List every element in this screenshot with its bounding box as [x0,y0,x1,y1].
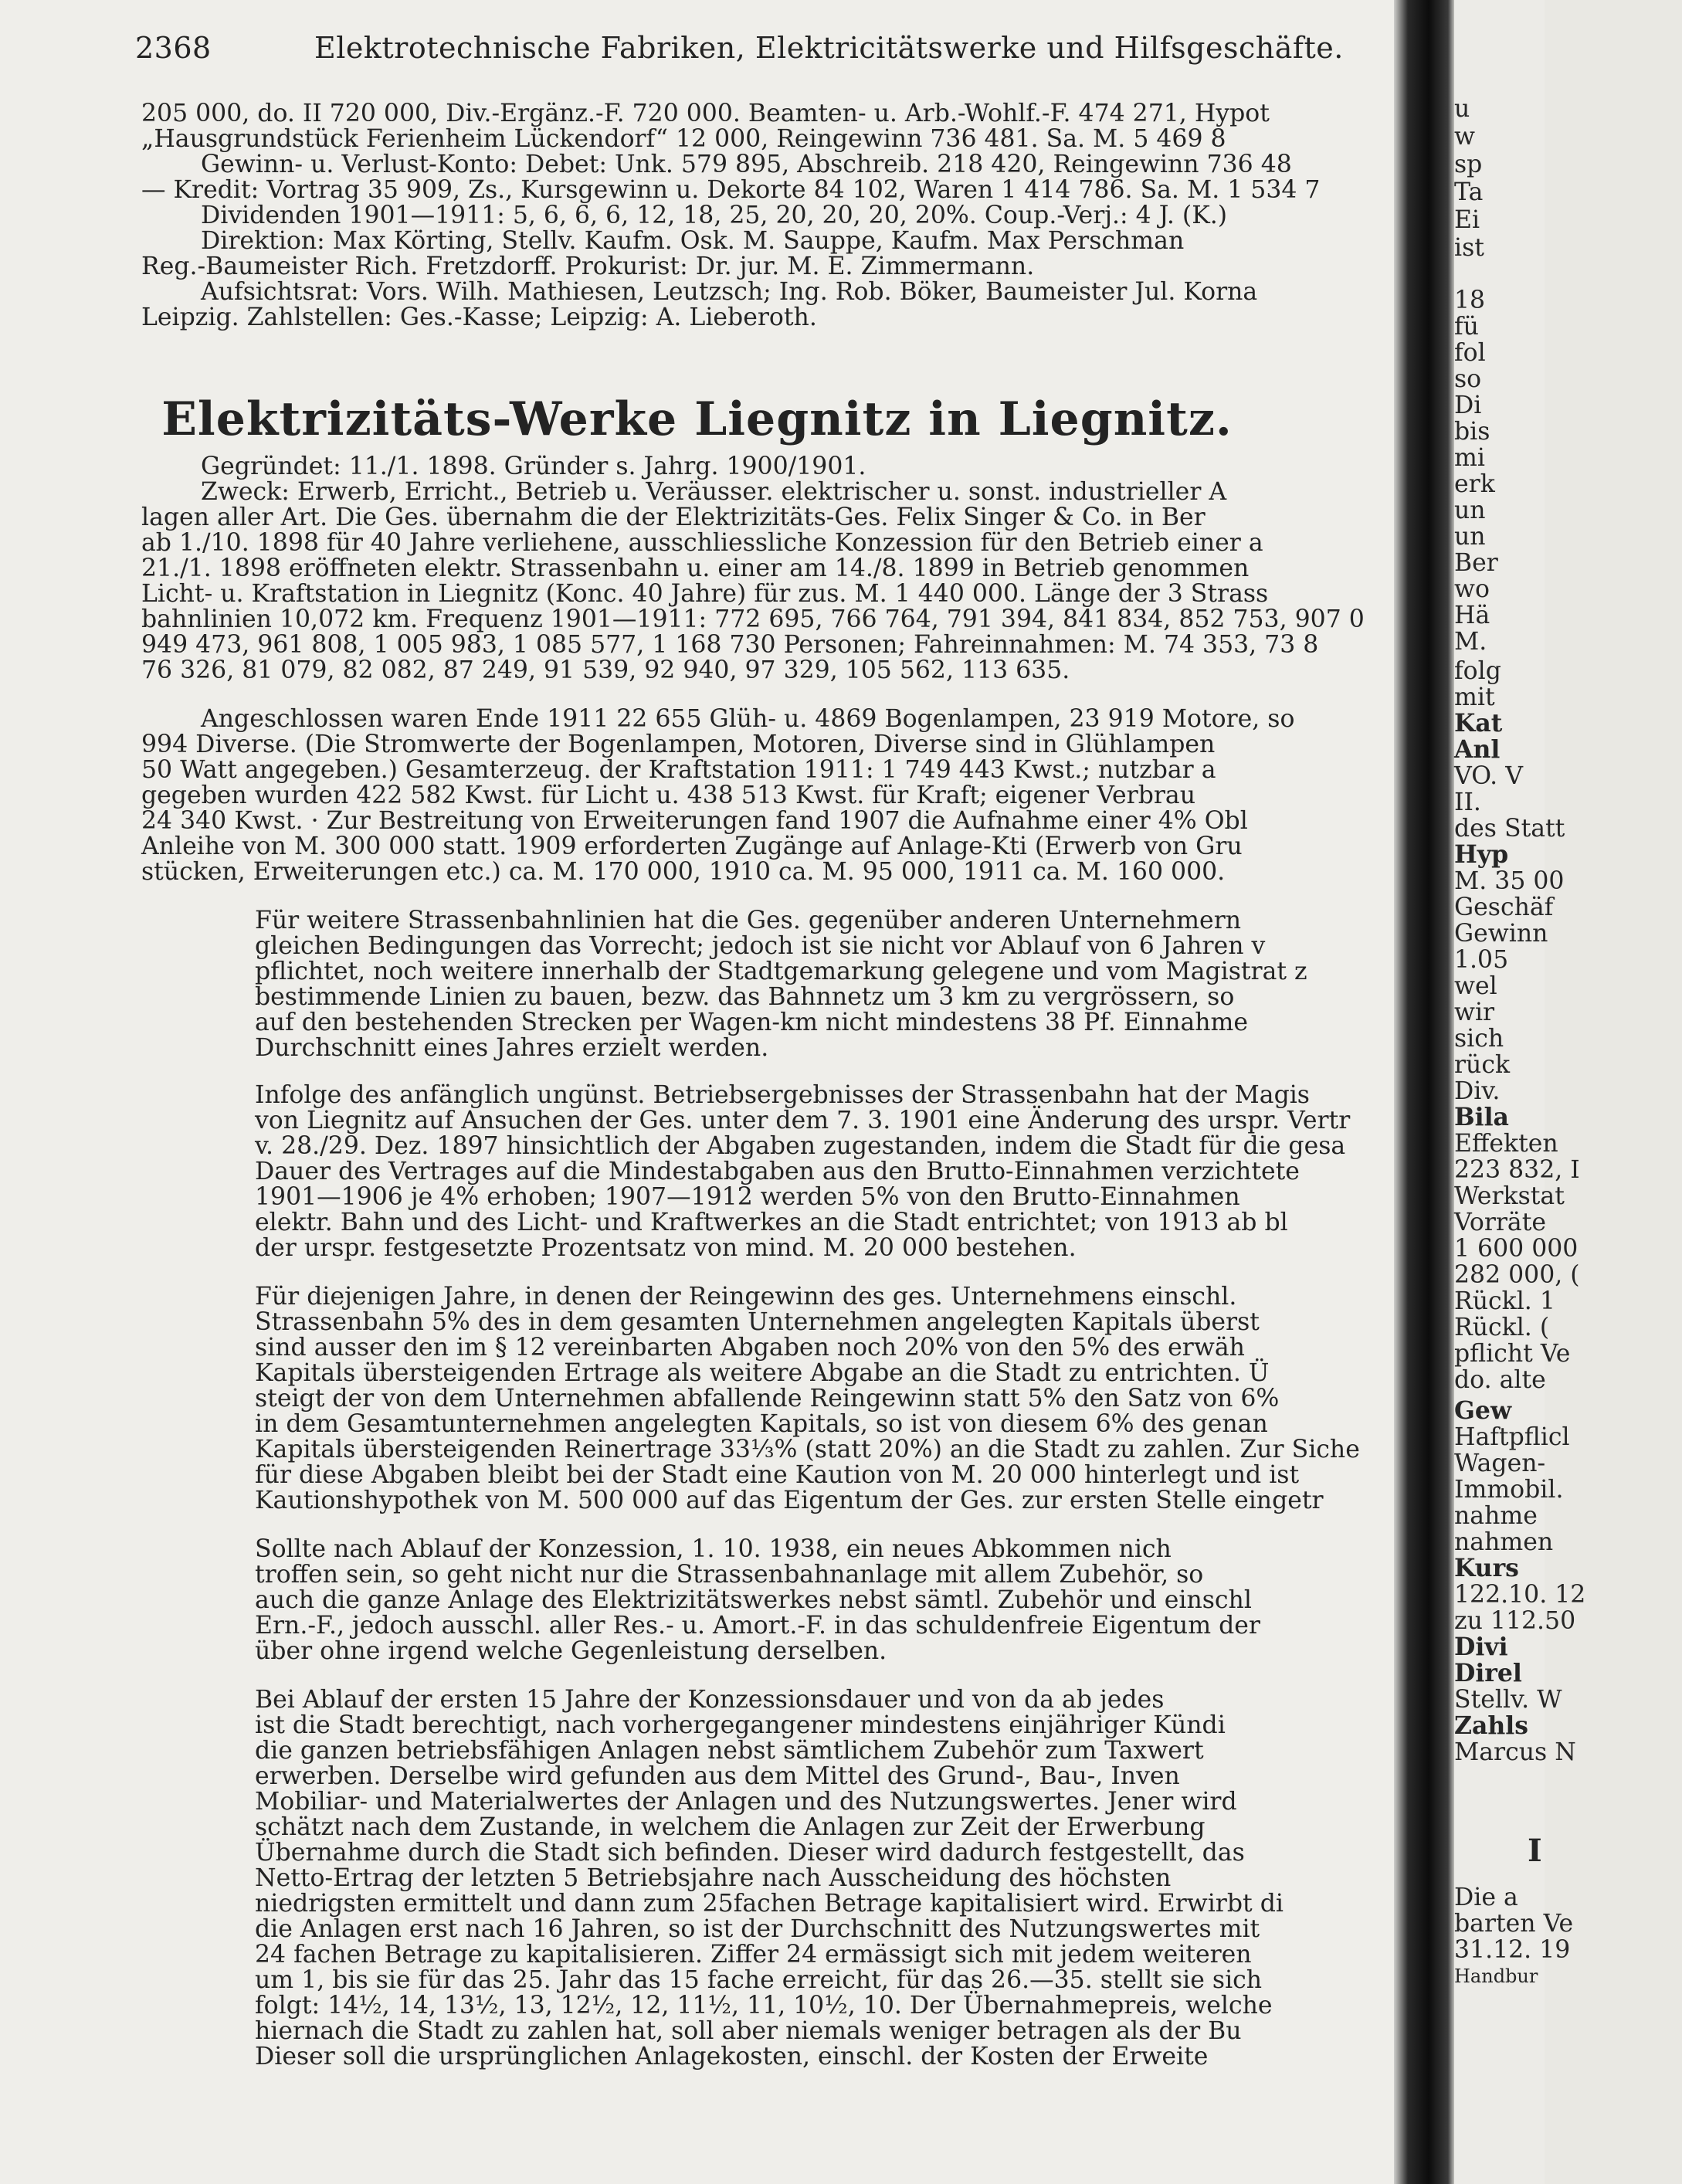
entry-line: Netto-Ertrag der letzten 5 Betriebsjahre nach Ausscheidung des höchsten [255,1864,1172,1892]
entry-line: erwerben. Derselbe wird gefunden aus dem Mittel des Grund-, Bau-, Inven [255,1762,1180,1790]
prev-line: Aufsichtsrat: Vors. Wilh. Mathiesen, Leutzsch; Ing. Rob. Böker, Baumeister Jul. Korna [201,278,1258,306]
right-line: Haftpflicl [1454,1423,1570,1451]
right-line: Effekten [1454,1130,1558,1158]
right-line: wir [1454,999,1495,1026]
entry-line: folgt: 14½, 14, 13½, 13, 12½, 12, 11½, 11, 10½, 10. Der Übernahmepreis, welche [255,1992,1273,2020]
entry-title: Elektrizitäts-Werke Liegnitz in Liegnitz. [161,392,1233,446]
entry-line: Bei Ablauf der ersten 15 Jahre der Konzessionsdauer und von da ab jedes [255,1686,1165,1714]
right-line: 122.10. 12 [1454,1581,1586,1609]
entry-line: v. 28./29. Dez. 1897 hinsichtlich der Abgaben zugestanden, indem die Stadt für die gesa [255,1132,1346,1160]
right-line: Rückl. 1 [1454,1287,1555,1315]
right-line: 18 [1454,287,1486,314]
right-line: do. alte [1454,1366,1546,1394]
entry-line: stücken, Erweiterungen etc.) ca. M. 170 000, 1910 ca. M. 95 000, 1911 ca. M. 160 000. [141,858,1226,886]
entry-line: 949 473, 961 808, 1 005 983, 1 085 577, 1 168 730 Personen; Fahreinnahmen: M. 74 353, 73 8 [141,631,1319,659]
entry-line: Licht- u. Kraftstation in Liegnitz (Konc. 40 Jahre) für zus. M. 1 440 000. Länge der 3 Strass [141,580,1269,608]
right-line: rück [1454,1051,1511,1079]
right-line: M. [1454,628,1487,656]
entry-line: hiernach die Stadt zu zahlen hat, soll aber niemals weniger betragen als der Bu [255,2017,1242,2045]
entry-line: 994 Diverse. (Die Stromwerte der Bogenlampen, Motoren, Diverse sind in Glühlampen [141,731,1216,758]
right-line: sich [1454,1025,1504,1053]
right-line: Wagen- [1454,1450,1546,1477]
right-line: Hyp [1454,840,1509,869]
entry-line: Mobiliar- und Materialwertes der Anlagen und des Nutzungswertes. Jener wird [255,1788,1237,1816]
right-line: Anl [1454,735,1501,764]
entry-line: gegeben wurden 422 582 Kwst. für Licht u. 438 513 Kwst. für Kraft; eigener Verbrau [141,782,1195,809]
running-header [135,31,1344,73]
right-line: un [1454,497,1486,524]
right-line: M. 35 00 [1454,867,1565,895]
right-line: un [1454,523,1486,551]
right-line: II. [1454,788,1481,816]
right-line: VO. V [1454,762,1523,790]
entry-line: Dauer des Vertrages auf die Mindestabgaben aus den Brutto-Einnahmen verzichtete [255,1158,1300,1185]
right-line: mi [1454,444,1485,472]
prev-line: Gewinn- u. Verlust-Konto: Debet: Unk. 579 895, Abschreib. 218 420, Reingewinn 736 48 [201,151,1292,178]
right-line: mit [1454,683,1495,711]
right-line: Bila [1454,1103,1509,1131]
right-line: Ber [1454,549,1498,577]
running-title: Elektrotechnische Fabriken, Elektricitätswerke und Hilfsgeschäfte. [314,31,1344,65]
entry-line: in dem Gesamtunternehmen angelegten Kapitals, so ist von diesem 6% des genan [255,1410,1268,1438]
entry-line: auf den bestehenden Strecken per Wagen-km nicht mindestens 38 Pf. Einnahme [255,1009,1249,1036]
right-line: Marcus N [1454,1738,1576,1766]
entry-line: niedrigsten ermittelt und dann zum 25fachen Betrage kapitalisiert wird. Erwirbt di [255,1890,1284,1918]
entry-line: Kapitals übersteigenden Reinertrage 33⅓% (statt 20%) an die Stadt zu zahlen. Zur Siche [255,1436,1360,1463]
entry-line: gleichen Bedingungen das Vorrecht; jedoch ist sie nicht vor Ablauf von 6 Jahren v [255,932,1266,960]
entry-line: pflichtet, noch weitere innerhalb der Stadtgemarkung gelegene und vom Magistrat z [255,958,1307,985]
entry-line: Zweck: Erwerb, Erricht., Betrieb u. Veräusser. elektrischer u. sonst. industrieller A [201,478,1227,506]
right-line: 282 000, ( [1454,1261,1580,1289]
right-line: I [1528,1833,1542,1869]
entry-line: der urspr. festgesetzte Prozentsatz von mind. M. 20 000 bestehen. [255,1234,1077,1262]
right-line: 223 832, I [1454,1156,1580,1184]
entry-line: Für weitere Strassenbahnlinien hat die Ges. gegenüber anderen Unternehmern [255,907,1242,934]
entry-line: bestimmende Linien zu bauen, bezw. das Bahnnetz um 3 km zu vergrössern, so [255,983,1235,1011]
right-line: fol [1454,339,1486,367]
prev-line: Dividenden 1901—1911: 5, 6, 6, 6, 12, 18, 25, 20, 20, 20, 20%. Coup.-Verj.: 4 J. (K.) [201,202,1228,229]
right-line: folg [1454,657,1501,685]
right-line: fü [1454,313,1479,341]
entry-line: Anleihe von M. 300 000 statt. 1909 erforderten Zugänge auf Anlage-Kti (Erwerb von Gru [141,833,1243,860]
right-line: wo [1454,575,1490,603]
entry-line: elektr. Bahn und des Licht- und Kraftwerkes an die Stadt entrichtet; von 1913 ab bl [255,1209,1288,1236]
right-line: Geschäf [1454,894,1554,921]
right-line: des Statt [1454,815,1565,843]
right-line: u [1454,95,1470,123]
right-line: Kat [1454,709,1503,738]
entry-line: Durchschnitt eines Jahres erzielt werden. [255,1034,769,1062]
right-line: wel [1454,972,1497,1000]
entry-line: bahnlinien 10,072 km. Frequenz 1901—1911: 772 695, 766 764, 791 394, 841 834, 852 753, 907 0 [141,605,1365,633]
right-line: ist [1454,234,1484,262]
right-line: Ei [1454,206,1480,234]
right-line: sp [1454,151,1483,178]
right-line: nahme [1454,1502,1538,1530]
entry-line: schätzt nach dem Zustande, in welchem die Anlagen zur Zeit der Erwerbung [255,1813,1206,1841]
entry-line: 76 326, 81 079, 82 082, 87 249, 91 539, 92 940, 97 329, 105 562, 113 635. [141,656,1070,684]
right-line: 31.12. 19 [1454,1936,1571,1964]
prev-line: 205 000, do. II 720 000, Div.-Ergänz.-F. 720 000. Beamten- u. Arb.-Wohlf.-F. 474 271, Hypot [141,100,1270,127]
right-line: nahmen [1454,1528,1554,1556]
right-line: Werkstat [1454,1182,1565,1210]
entry-line: 50 Watt angegeben.) Gesamterzeug. der Kraftstation 1911: 1 749 443 Kwst.; nutzbar a [141,756,1216,784]
entry-line: Ern.-F., jedoch ausschl. aller Res.- u. Amort.-F. in das schuldenfreie Eigentum der [255,1612,1260,1640]
right-line: Ta [1454,178,1484,206]
entry-line: troffen sein, so geht nicht nur die Strassenbahnanlage mit allem Zubehör, so [255,1561,1204,1589]
prev-line: Reg.-Baumeister Rich. Fretzdorff. Prokurist: Dr. jur. M. E. Zimmermann. [141,253,1035,280]
entry-line: für diese Abgaben bleibt bei der Stadt eine Kaution von M. 20 000 hinterlegt und ist [255,1461,1300,1489]
right-line: w [1454,123,1475,151]
prev-line: Leipzig. Zahlstellen: Ges.-Kasse; Leipzig: A. Lieberoth. [141,304,817,331]
right-line: Die a [1454,1884,1518,1911]
entry-line: Kapitals übersteigenden Ertrage als weitere Abgabe an die Stadt zu entrichten. Ü [255,1359,1270,1387]
entry-line: von Liegnitz auf Ansuchen der Ges. unter dem 7. 3. 1901 eine Änderung des urspr. Vertr [255,1107,1351,1134]
right-line: Di [1454,392,1482,419]
right-line: bis [1454,418,1490,446]
entry-line: steigt der von dem Unternehmen abfallende Reingewinn statt 5% den Satz von 6% [255,1385,1280,1412]
prev-line: „Hausgrundstück Ferienheim Lückendorf“ 12 000, Reingewinn 736 481. Sa. M. 5 469 8 [141,125,1226,153]
right-line: Rückl. ( [1454,1314,1550,1341]
right-line: Immobil. [1454,1476,1564,1504]
entry-line: 1901—1906 je 4% erhoben; 1907—1912 werden 5% von den Brutto-Einnahmen [255,1183,1240,1211]
right-line: Direl [1454,1659,1522,1687]
right-line: Handbur [1454,1965,1538,1987]
right-line: 1 600 000 [1454,1235,1579,1263]
right-line: Gew [1454,1396,1512,1425]
right-line: Gewinn [1454,920,1548,948]
right-line: Hä [1454,602,1490,629]
entry-line: um 1, bis sie für das 25. Jahr das 15 fache erreicht, für das 26.—35. stellt sie sich [255,1966,1263,1994]
book-gutter [1394,0,1454,2184]
right-line: Kurs [1454,1554,1519,1582]
right-page-fragment [1454,0,1586,2184]
entry-line: Für diejenigen Jahre, in denen der Reingewinn des ges. Unternehmens einschl. [255,1283,1237,1311]
entry-line: lagen aller Art. Die Ges. übernahm die der Elektrizitäts-Ges. Felix Singer & Co. in Ber [141,504,1206,531]
right-line: 1.05 [1454,946,1509,974]
entry-line: Übernahme durch die Stadt sich befinden. Dieser wird dadurch festgestellt, das [255,1839,1245,1867]
entry-line: Angeschlossen waren Ende 1911 22 655 Glüh- u. 4869 Bogenlampen, 23 919 Motore, so [201,705,1295,733]
right-line: zu 112.50 [1454,1607,1576,1635]
entry-line: sind ausser den im § 12 vereinbarten Abgaben noch 20% von den 5% des erwäh [255,1334,1245,1362]
right-line: so [1454,365,1482,393]
right-line: erk [1454,470,1495,498]
entry-line: ab 1./10. 1898 für 40 Jahre verliehene, ausschliessliche Konzession für den Betrieb einer a [141,529,1263,557]
entry-line: die Anlagen erst nach 16 Jahren, so ist der Durchschnitt des Nutzungswertes mit [255,1915,1260,1943]
entry-line: die ganzen betriebsfähigen Anlagen nebst sämtlichem Zubehör zum Taxwert [255,1737,1204,1765]
entry-line: Infolge des anfänglich ungünst. Betriebsergebnisses der Strassenbahn hat der Magis [255,1081,1310,1109]
entry-line: 24 340 Kwst. · Zur Bestreitung von Erweiterungen fand 1907 die Aufnahme einer 4% Obl [141,807,1248,835]
right-line: barten Ve [1454,1910,1574,1938]
right-line: Vorräte [1454,1209,1547,1236]
right-line: Stellv. W [1454,1686,1562,1714]
entry-line: Gegründet: 11./1. 1898. Gründer s. Jahrg. 1900/1901. [201,453,866,480]
entry-line: ist die Stadt berechtigt, nach vorhergegangener mindestens einjähriger Kündi [255,1711,1226,1739]
entry-line: Strassenbahn 5% des in dem gesamten Unternehmen angelegten Kapitals überst [255,1308,1260,1336]
entry-line: 24 fachen Betrage zu kapitalisieren. Ziffer 24 ermässigt sich mit jedem weiteren [255,1941,1252,1969]
right-line: Zahls [1454,1711,1529,1740]
right-line: pflicht Ve [1454,1340,1571,1368]
page-number: 2368 [135,31,212,65]
prev-line: — Kredit: Vortrag 35 909, Zs., Kursgewinn u. Dekorte 84 102, Waren 1 414 786. Sa. M. 1 534 7 [141,176,1321,204]
entry-line: Dieser soll die ursprünglichen Anlagekosten, einschl. der Kosten der Erweite [255,2043,1209,2070]
entry-line: 21./1. 1898 eröffneten elektr. Strassenbahn u. einer am 14./8. 1899 in Betrieb genommen [141,554,1250,582]
right-line: Div. [1454,1077,1501,1105]
entry-line: Kautionshypothek von M. 500 000 auf das Eigentum der Ges. zur ersten Stelle eingetr [255,1487,1324,1514]
right-line: Divi [1454,1633,1508,1661]
entry-line: über ohne irgend welche Gegenleistung derselben. [255,1637,887,1665]
prev-line: Direktion: Max Körting, Stellv. Kaufm. Osk. M. Sauppe, Kaufm. Max Perschman [201,227,1185,255]
entry-line: Sollte nach Ablauf der Konzession, 1. 10. 1938, ein neues Abkommen nich [255,1535,1172,1563]
entry-line: auch die ganze Anlage des Elektrizitätswerkes nebst sämtl. Zubehör und einschl [255,1586,1252,1614]
